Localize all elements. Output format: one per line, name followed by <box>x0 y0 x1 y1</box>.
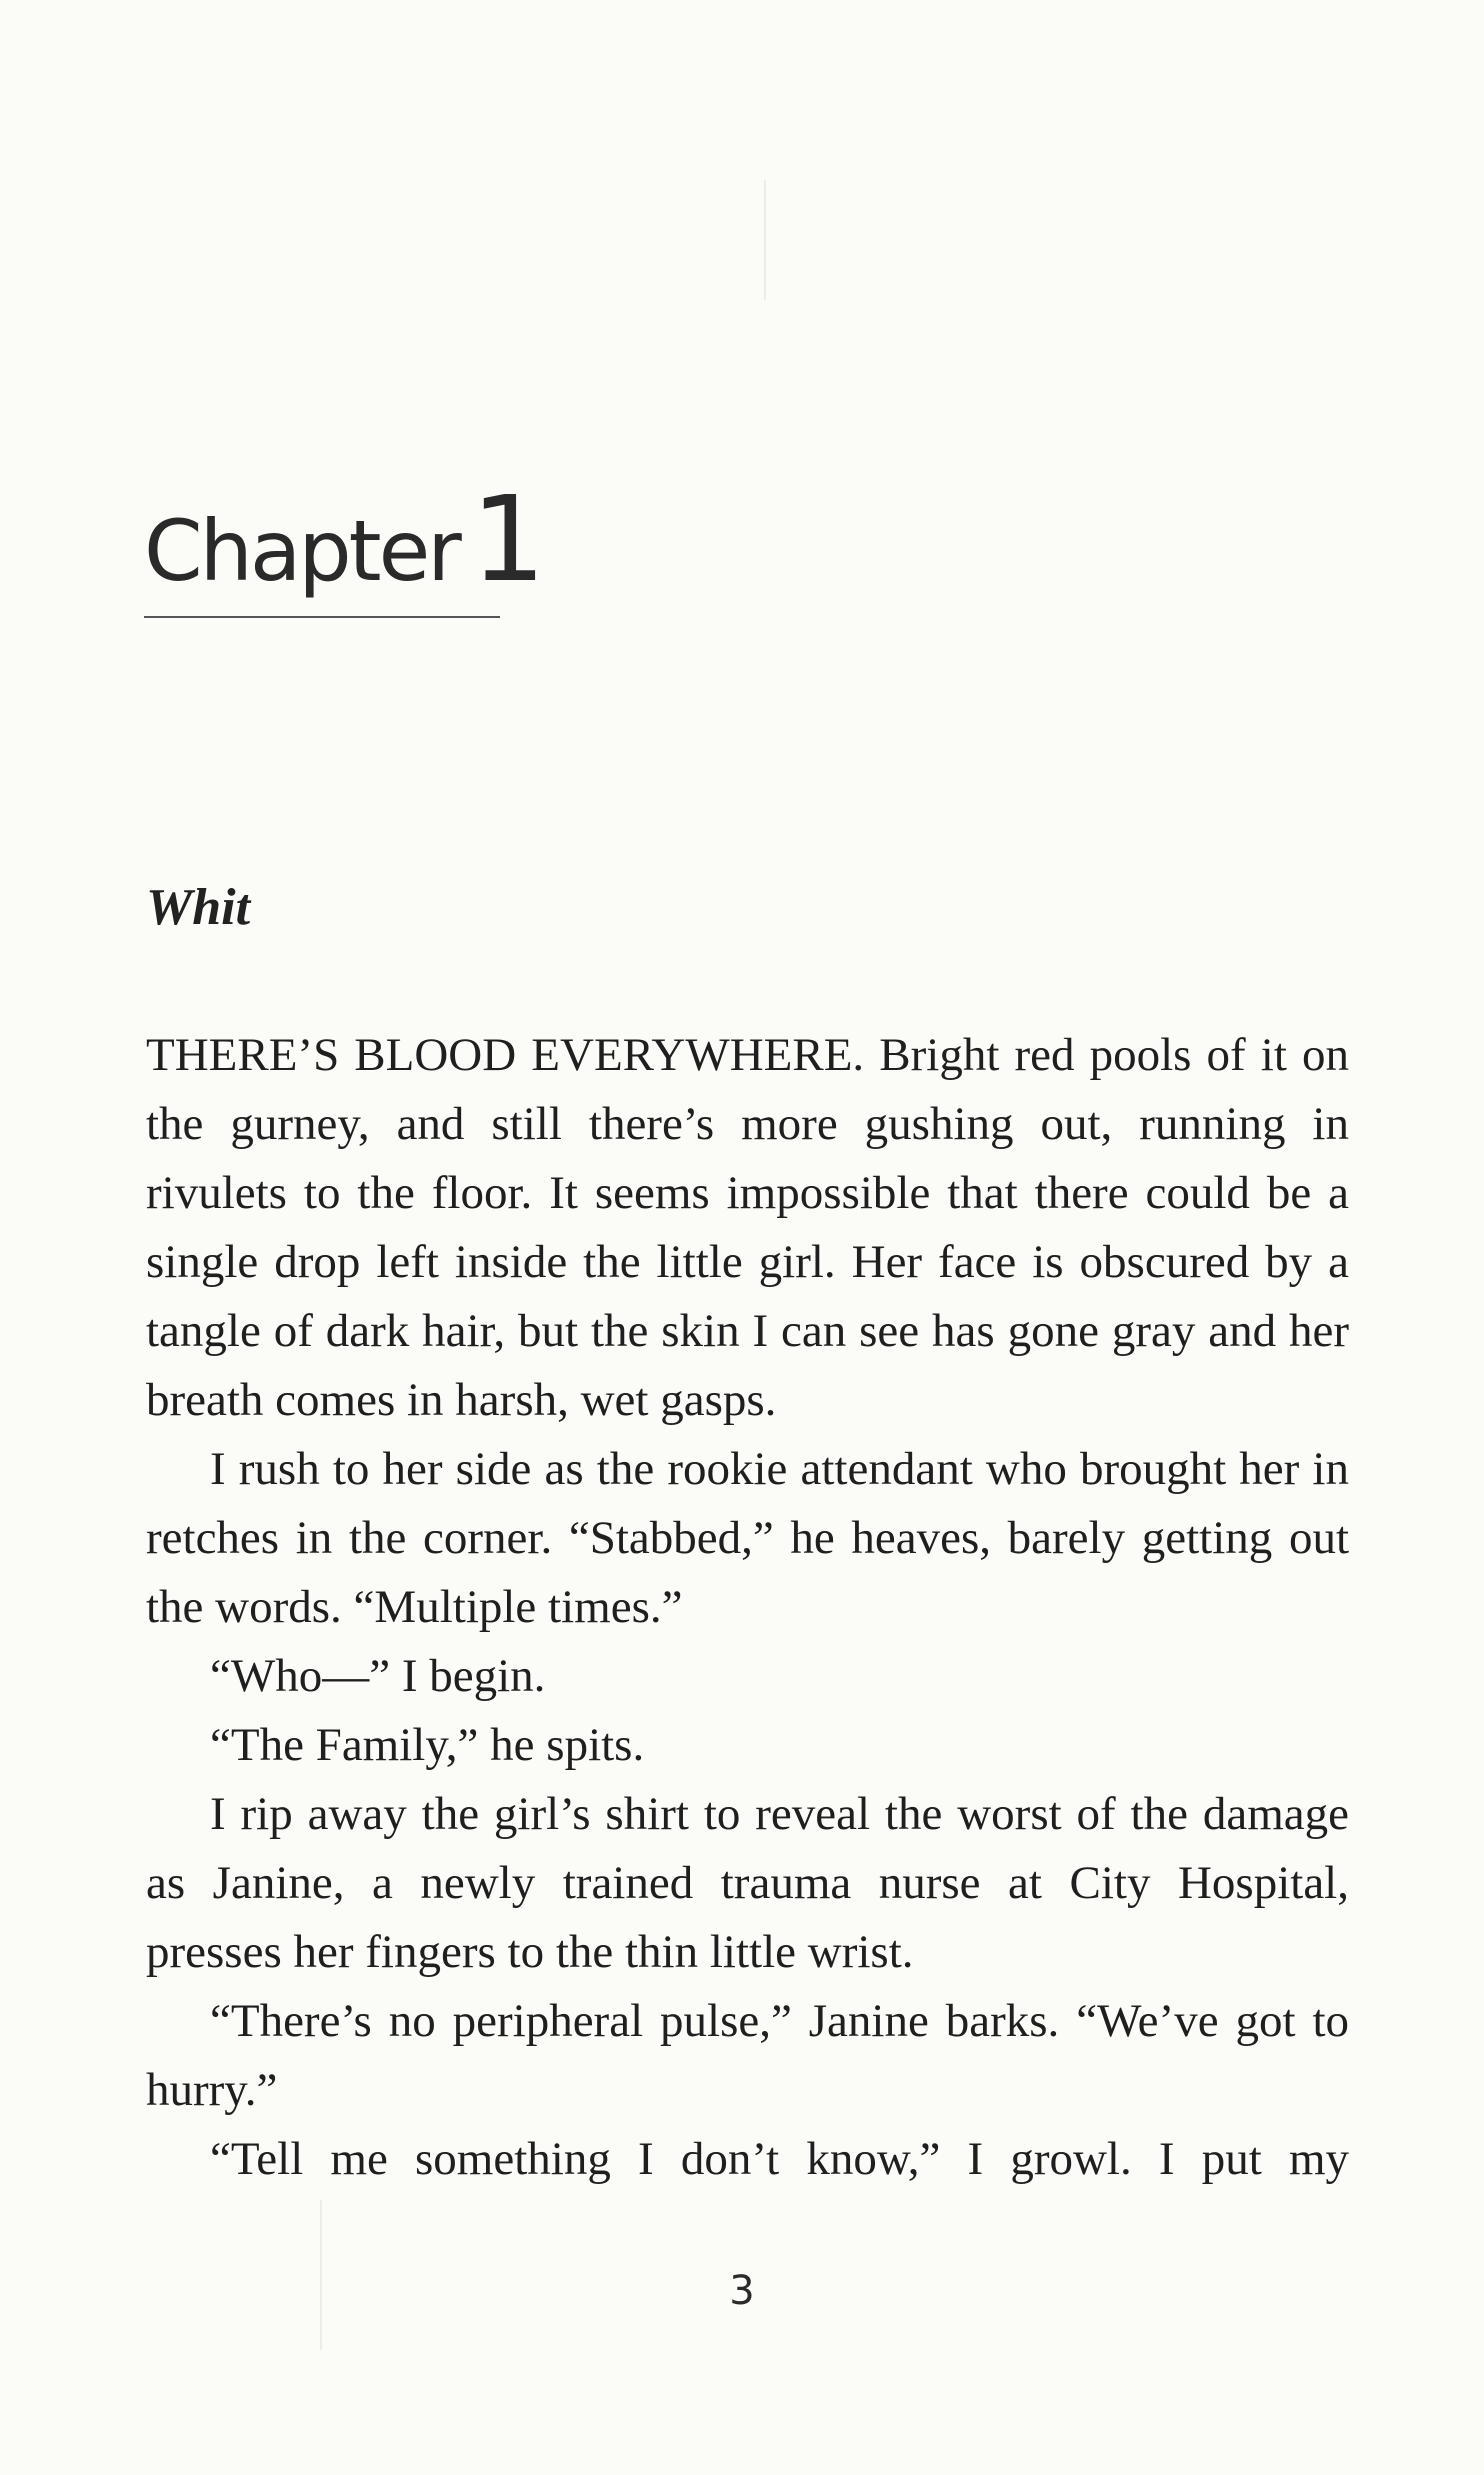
paragraph: “Tell me something I don’t know,” I growl. I put my <box>210 2133 1349 2185</box>
body-text <box>146 1021 1349 2194</box>
paragraph: “Who—” I begin. <box>210 1650 546 1702</box>
paragraph: THERE’S BLOOD EVERYWHERE. Bright red pools of it on the gurney, and still there’s more gushing out, running in rivulets to the floor. It seems impossible that there could be a single drop left inside the little girl. Her face is obscured by a tangle of dark hair, but the skin I can see has gone gray and her breath comes in harsh, wet gasps. <box>146 1029 1349 1426</box>
paragraph: “There’s no peripheral pulse,” Janine barks. “We’ve got to hurry.” <box>146 1995 1349 2116</box>
pov-character-name: Whit <box>146 879 251 936</box>
paper-crease-mark <box>764 180 766 300</box>
page-number: 3 <box>729 2268 755 2314</box>
paragraph: I rush to her side as the rookie attendant who brought her in retches in the corner. “Stabbed,” he heaves, barely getting out the words. “Multiple times.” <box>146 1443 1349 1633</box>
chapter-word: Chapter <box>144 502 459 600</box>
paragraph: I rip away the girl’s shirt to reveal the worst of the damage as Janine, a newly trained trauma nurse at City Hospital, presses her fingers to the thin little wrist. <box>146 1788 1349 1978</box>
paragraph: “The Family,” he spits. <box>210 1719 645 1771</box>
chapter-heading <box>144 470 546 618</box>
chapter-number: 1 <box>470 470 546 608</box>
